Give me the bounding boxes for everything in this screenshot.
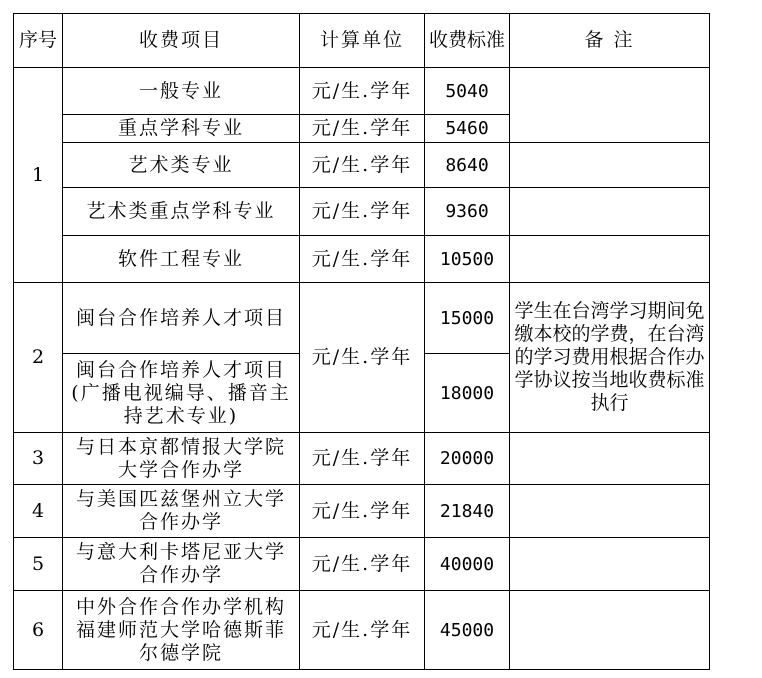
fee-table [13,13,710,670]
row-index: 4 [14,485,63,538]
item-cell: 重点学科专业 [63,115,300,143]
item-cell: 中外合作合作办学机构福建师范大学哈德斯菲尔德学院 [63,591,300,670]
unit-cell: 元/生.学年 [300,485,425,538]
note-cell [510,485,710,538]
item-cell: 闽台合作培养人才项目(广播电视编导、播音主持艺术专业) [63,354,300,433]
note-cell [510,591,710,670]
item-cell: 与美国匹兹堡州立大学合作办学 [63,485,300,538]
standard-cell: 8640 [425,143,510,188]
table-row [14,485,710,538]
header-standard: 收费标准 [425,14,510,68]
unit-cell: 元/生.学年 [300,68,425,115]
header-unit: 计算单位 [300,14,425,68]
note-cell [510,236,710,283]
row-index: 1 [14,68,63,283]
unit-cell: 元/生.学年 [300,115,425,143]
row-index: 6 [14,591,63,670]
header-item: 收费项目 [63,14,300,68]
standard-cell: 5460 [425,115,510,143]
unit-cell: 元/生.学年 [300,591,425,670]
standard-cell: 10500 [425,236,510,283]
table-row [14,283,710,354]
unit-cell: 元/生.学年 [300,283,425,433]
header-row [14,14,710,68]
standard-cell: 15000 [425,283,510,354]
note-cell [510,143,710,188]
standard-cell: 45000 [425,591,510,670]
header-note: 备 注 [510,14,710,68]
table-row [14,236,710,283]
standard-cell: 9360 [425,188,510,236]
item-cell: 软件工程专业 [63,236,300,283]
unit-cell: 元/生.学年 [300,188,425,236]
table-row [14,188,710,236]
table-row [14,538,710,591]
item-cell: 艺术类重点学科专业 [63,188,300,236]
standard-cell: 40000 [425,538,510,591]
table-row [14,591,710,670]
remark-cell: 学生在台湾学习期间免缴本校的学费，在台湾的学习费用根据合作办学协议按当地收费标准执行 [510,283,710,433]
unit-cell: 元/生.学年 [300,433,425,485]
standard-cell: 21840 [425,485,510,538]
unit-cell: 元/生.学年 [300,236,425,283]
note-cell [510,68,710,143]
header-index: 序号 [14,14,63,68]
table-row [14,68,710,115]
note-cell [510,433,710,485]
row-index: 2 [14,283,63,433]
note-cell [510,538,710,591]
item-cell: 与意大利卡塔尼亚大学合作办学 [63,538,300,591]
standard-cell: 20000 [425,433,510,485]
item-cell: 一般专业 [63,68,300,115]
unit-cell: 元/生.学年 [300,538,425,591]
standard-cell: 5040 [425,68,510,115]
unit-cell: 元/生.学年 [300,143,425,188]
item-cell: 闽台合作培养人才项目 [63,283,300,354]
note-cell [510,188,710,236]
table-row [14,433,710,485]
item-cell: 与日本京都情报大学院大学合作办学 [63,433,300,485]
standard-cell: 18000 [425,354,510,433]
row-index: 3 [14,433,63,485]
table-row [14,143,710,188]
row-index: 5 [14,538,63,591]
item-cell: 艺术类专业 [63,143,300,188]
